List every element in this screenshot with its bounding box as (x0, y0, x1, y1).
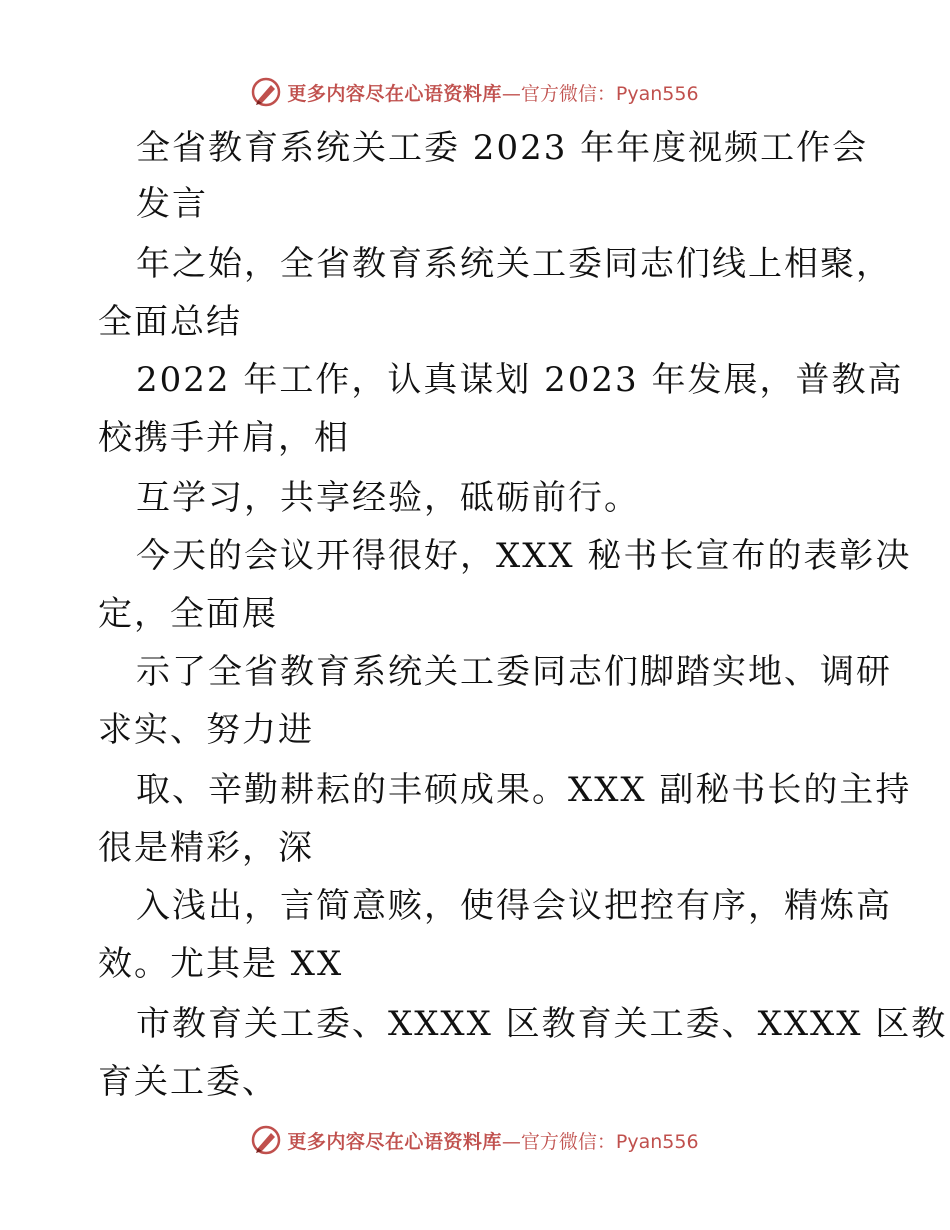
doc-line: 入浅出，言简意赅，使得会议把控有序，精炼高 (136, 886, 892, 926)
footer-brand-text: 更多内容尽在心语资料库 (287, 1130, 502, 1153)
doc-line: 育关工委、 (98, 1062, 278, 1102)
doc-line: 很是精彩，深 (98, 828, 314, 868)
doc-line: 互学习，共享经验，砥砺前行。 (136, 478, 640, 518)
doc-line: 取、辛勤耕耘的丰硕成果。XXX 副秘书长的主持 (136, 770, 912, 810)
doc-line: 全省教育系统关工委 2023 年年度视频工作会 (136, 128, 869, 168)
doc-line: 全面总结 (98, 302, 242, 342)
doc-line: 发言 (136, 184, 208, 224)
doc-line: 今天的会议开得很好，XXX 秘书长宣布的表彰决 (136, 536, 912, 576)
doc-line: 效。尤其是 XX (98, 944, 344, 984)
doc-line: 市教育关工委、XXXX 区教育关工委、XXXX 区教 (136, 1004, 948, 1044)
header-brand-text: 更多内容尽在心语资料库 (287, 82, 502, 105)
doc-line: 定，全面展 (98, 594, 278, 634)
doc-line: 年之始，全省教育系统关工委同志们线上相聚， (136, 244, 892, 284)
doc-line: 求实、努力进 (98, 710, 314, 750)
doc-line: 示了全省教育系统关工委同志们脚踏实地、调研 (136, 652, 892, 692)
doc-line: 校携手并肩，相 (98, 418, 350, 458)
footer-banner (0, 1120, 950, 1160)
pen-logo-icon (251, 1125, 281, 1155)
header-contact-text: —官方微信：Pyan556 (501, 82, 699, 105)
doc-line: 2022 年工作，认真谋划 2023 年发展，普教高 (136, 360, 904, 400)
footer-contact-text: —官方微信：Pyan556 (501, 1130, 699, 1153)
